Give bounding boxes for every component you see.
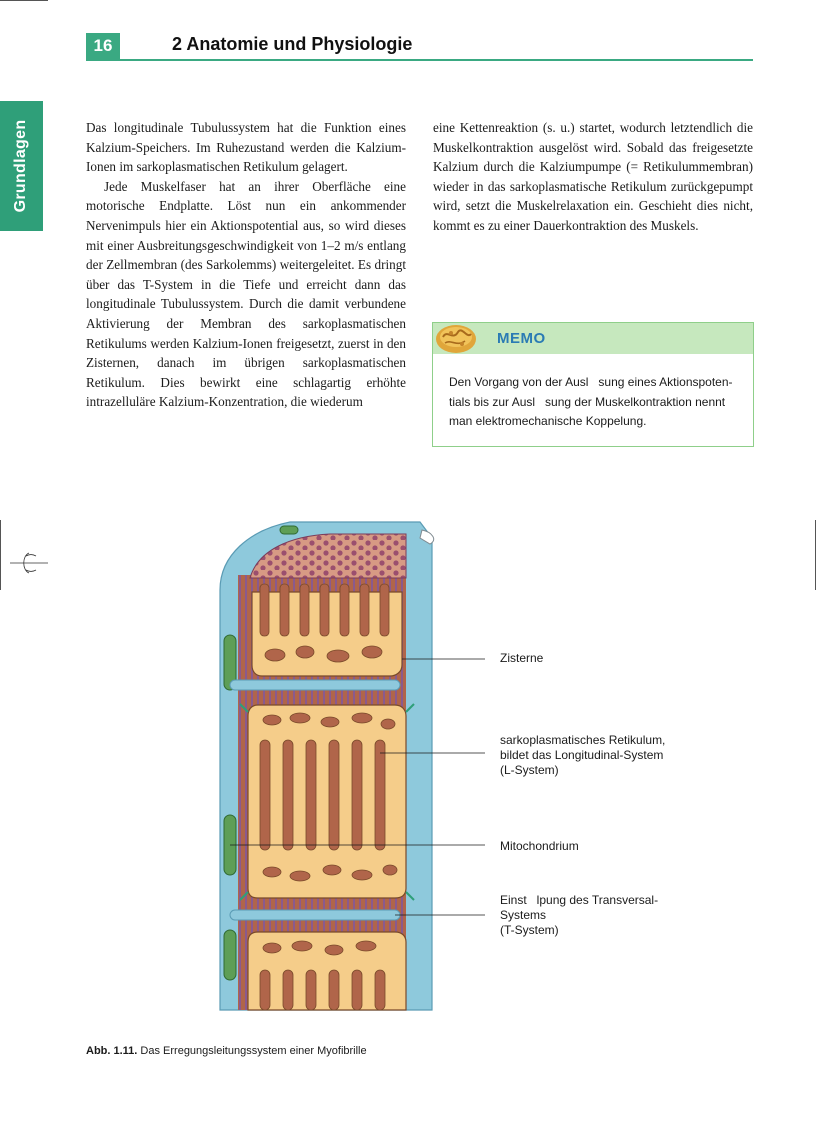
- figure-caption: [86, 1045, 367, 1057]
- page-number: 16: [86, 33, 120, 59]
- label-line: bildet das Longitudinal-System: [500, 748, 664, 762]
- paragraph: Jede Muskelfaser hat an ihrer Oberfläche eine motorische Endplatte. Löst nun ein ankommender Nervenimpuls hier ein Aktionspotential aus, so wird dieses mit einer Ausbreitungsgeschwindigkeit von 1–2 m/s entlang der Zellmembran (des Sarkolemms) weitergeleitet. Es dringt über das T-System in die Tiefe und erreicht dann das longitudinale Tubulussystem. Durch die damit verbundene Aktivierung der Membran des sarkoplasmatischen Retikulums werden Kalzium-Ionen freigesetzt, zuerst in den Zisternen, danach im übrigen sarkoplasmatischen Retikulum. Dies bewirkt eine schlagartig erhöhte intrazelluläre Kalzium-Konzentration, die wiederum: [86, 178, 406, 410]
- memo-text: [449, 373, 749, 432]
- side-tab-label: Grundlagen: [12, 119, 29, 213]
- label-mitochondrium: Mitochondrium: [500, 839, 579, 853]
- paragraph: eine Kettenreaktion (s. u.) startet, wodurch letztendlich die Muskelkontraktion ausgelöst wird. Sobald das freigesetzte Kalzium durch die Kalziumpumpe (= Retikulummembran) wieder in das sarkoplasmatische Retikulum zurückgepumpt wird, setzt die Muskelrelaxation ein. Geschieht dies nicht, kommt es zu einer Dauerkontraktion des Muskels.: [433, 120, 753, 233]
- paragraph: Das longitudinale Tubulussystem hat die Funktion eines Kalzium-Speichers. Im Ruhezustand werden die Kalzium-Ionen im sarkoplasmatischen Retikulum gelagert.: [86, 120, 406, 175]
- mitochondrion: [280, 526, 298, 534]
- myofibril-figure: [140, 500, 760, 1020]
- label-t-system: [500, 893, 658, 938]
- text-column-left: [86, 118, 406, 412]
- memo-line: tials bis zur Ausl sung der Muskelkontraktion nennt: [449, 394, 726, 409]
- chapter-title: 2 Anatomie und Physiologie: [172, 34, 413, 54]
- t-tubule: [230, 680, 400, 690]
- t-tubule: [230, 910, 400, 920]
- text-column-right: [433, 118, 753, 236]
- label-sarcoplasmic-reticulum: [500, 733, 665, 778]
- memo-header: [433, 323, 753, 354]
- memo-title: MEMO: [497, 330, 546, 347]
- memo-box: [432, 322, 754, 447]
- memo-line: man elektromechanische Koppelung.: [449, 414, 647, 428]
- label-line: (T-System): [500, 923, 559, 937]
- header-rule: [86, 59, 753, 61]
- memo-line: Den Vorgang von der Ausl sung eines Aktionspoten-: [449, 375, 733, 389]
- caption-number: Abb. 1.11.: [86, 1045, 138, 1057]
- mitochondrion: [224, 930, 236, 980]
- label-line: sarkoplasmatisches Retikulum,: [500, 733, 666, 747]
- label-zisterne: Zisterne: [500, 651, 544, 665]
- registration-mark-icon: [8, 548, 50, 578]
- brain-icon: [431, 315, 481, 359]
- crop-mark-left: [0, 520, 1, 590]
- label-line: (L-System): [500, 763, 559, 777]
- myofibril-illustration: [140, 500, 760, 1020]
- label-line: Einst lpung des Transversal-: [500, 893, 659, 907]
- label-line: Systems: [500, 908, 547, 922]
- caption-text: Das Erregungsleitungssystem einer Myofibrille: [137, 1045, 367, 1057]
- crop-mark-top-left: [0, 0, 48, 1]
